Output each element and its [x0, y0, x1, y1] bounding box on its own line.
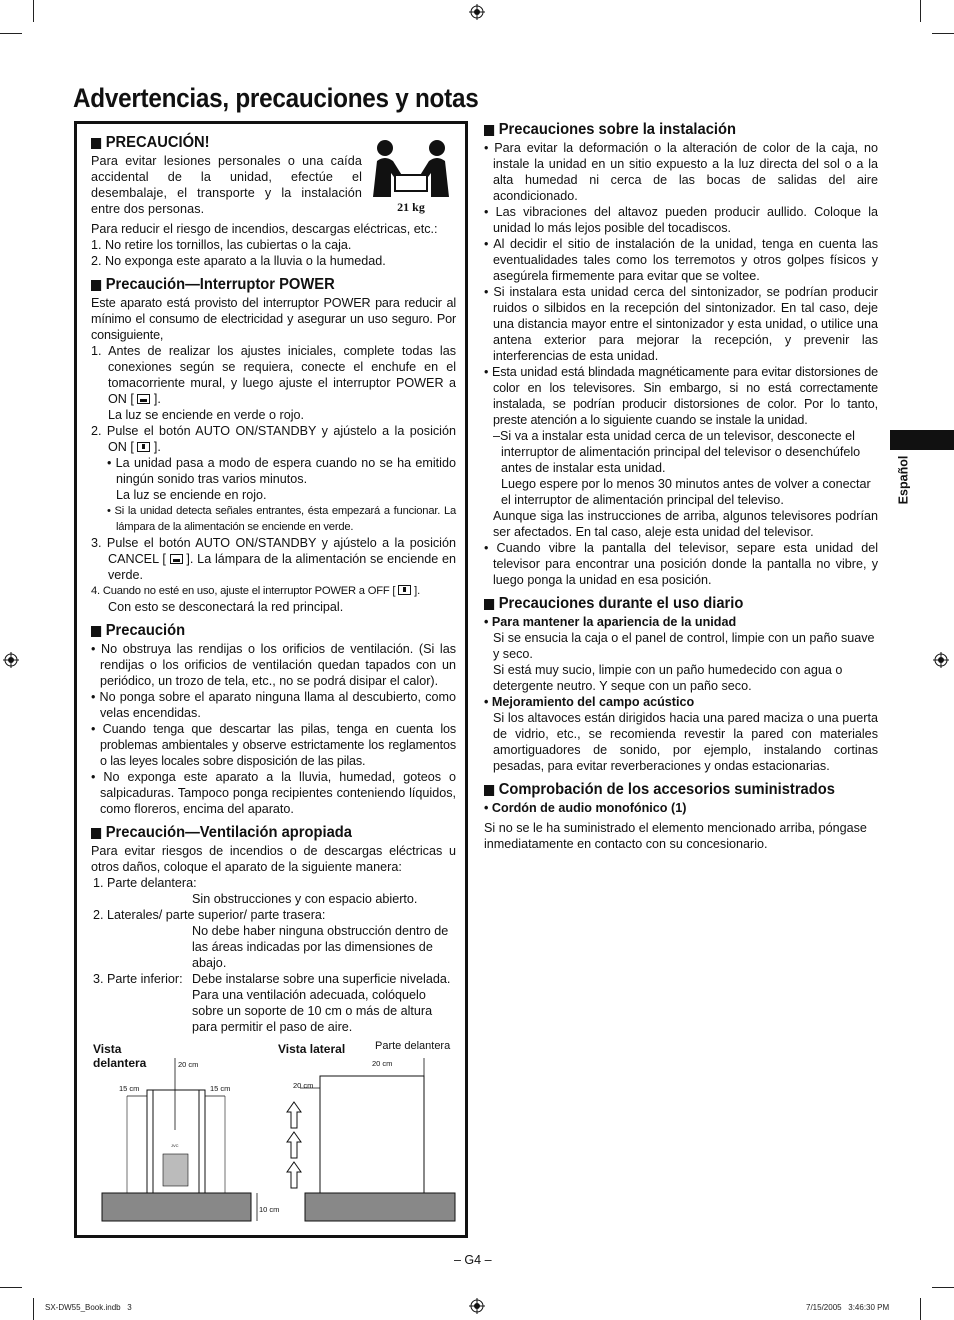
square-bullet-icon	[91, 828, 101, 839]
crop-mark	[920, 1298, 921, 1320]
accesorios-heading: Comprobación de los accesorios suministrados	[484, 780, 846, 800]
square-bullet-icon	[484, 125, 494, 136]
ventilacion-item-text: Debe instalarse sobre una superficie nivelada. Para una ventilación adecuada, colóquelo sobre un soporte de 10 cm o más de altura para permitir el paso de aire.	[192, 972, 451, 1034]
crop-mark	[33, 1298, 34, 1320]
front-view-label: Vista delantera	[93, 1042, 147, 1070]
crop-mark	[33, 0, 34, 22]
registration-mark-icon	[933, 652, 949, 668]
accesorios-note: Si no se le ha suministrado el elemento mencionado arriba, póngase inmediatamente en contacto con su concesionario.	[484, 821, 867, 851]
precaucion-item: • No exponga este aparato a la lluvia, humedad, goteos o salpicaduras. Tampoco ponga recipientes conteniendo líquidos, como floreros, encima del aparato.	[91, 770, 456, 816]
diario-heading: Precauciones durante el uso diario	[484, 594, 846, 614]
power-off-symbol-icon	[398, 585, 411, 595]
fire-item: 1. No retire los tornillos, las cubiertas o la caja.	[91, 238, 352, 252]
measurement-label: 20 cm	[178, 1060, 199, 1069]
crop-mark	[932, 1287, 954, 1288]
fire-item: 2. No exponga este aparato a la lluvia o la humedad.	[91, 254, 386, 268]
crop-mark	[920, 0, 921, 22]
power-intro: Este aparato está provisto del interruptor POWER para reducir al mínimo el consumo de electricidad y asegurar un uso seguro. Por consiguiente,	[91, 296, 456, 342]
standby-on-symbol-icon	[137, 442, 150, 452]
instalacion-item: • Las vibraciones del altavoz pueden producir aullido. Coloque la unidad lo más lejos posible del tocadiscos.	[484, 205, 878, 235]
measurement-label: 20 cm	[372, 1059, 393, 1068]
crop-mark	[0, 33, 22, 34]
ventilacion-heading: Precaución—Ventilación apropiada	[91, 823, 427, 843]
precaucion-box-heading: PRECAUCIÓN!	[91, 133, 427, 153]
registration-mark-icon	[3, 652, 19, 668]
power-heading: Precaución—Interruptor POWER	[91, 275, 427, 295]
instalacion-tv-dash: –Si va a instalar esta unidad cerca de un televisor, desconecte el interruptor de alimentación principal del televisor o desenchúfelo antes de instalar esta unidad.	[493, 429, 861, 475]
diario-text: Si se ensucia la caja o el panel de control, limpie con un paño suave y seco.	[493, 631, 875, 661]
measurement-label: 15 cm	[119, 1084, 140, 1093]
power-step-bullet: • Si la unidad detecta señales entrantes, ésta empezará a funcionar. La lámpara de la alimentación se enciende en verde.	[107, 505, 456, 533]
weight-label: 21 kg	[397, 200, 425, 214]
diario-bullet: • Mejoramiento del campo acústico	[484, 695, 695, 709]
power-on-symbol-icon	[137, 394, 150, 404]
instalacion-tv-wait: Luego espere por lo menos 30 minutos antes de volver a conectar el interruptor de alimentación principal del televiso.	[501, 477, 871, 507]
instalacion-item: • Al decidir el sitio de instalación de la unidad, tenga en cuenta las eventualidades tales como los terremotos y otros golpes físicos y asegúrela firmemente para evitar que se voltee.	[484, 237, 878, 283]
precaucion-heading: Precaución	[91, 621, 427, 641]
cancel-symbol-icon	[170, 554, 183, 564]
instalacion-item: • Para evitar la deformación o la alteración de color de la caja, no instale la unidad en un sitio expuesto a la luz directa del sol o a la alta humedad ni cerca de las bocas de salidas del aire acondicionado.	[484, 141, 878, 203]
footer-date: 7/15/2005 3:46:30 PM	[806, 1303, 890, 1312]
language-label: Español	[896, 455, 911, 505]
power-step: 4. Cuando no esté en uso, ajuste el interruptor POWER a OFF [ ].	[91, 585, 420, 597]
page-title: Advertencias, precauciones y notas	[73, 83, 479, 113]
ventilation-drawing	[91, 1040, 461, 1225]
right-column	[484, 118, 878, 852]
measurement-label: 20 cm	[293, 1081, 314, 1090]
side-view-label: Vista lateral	[278, 1042, 346, 1056]
diario-text: Si está muy sucio, limpie con un paño humedecido con agua o detergente neutro. Y seque con un paño seco.	[493, 663, 843, 693]
square-bullet-icon	[484, 785, 494, 796]
ventilacion-item-label: 3. Parte inferior:	[93, 972, 183, 986]
diario-bullet: • Para mantener la apariencia de la unidad	[484, 615, 737, 629]
accesorios-item: • Cordón de audio monofónico (1)	[484, 801, 687, 815]
measurement-label: 15 cm	[210, 1084, 231, 1093]
ventilation-diagram	[91, 1040, 461, 1225]
crop-mark	[0, 1287, 22, 1288]
power-step: 1. Antes de realizar los ajustes iniciales, complete todas las conexiones según se requiera, conecte el enchufe en el tomacorriente mural, y luego ajuste el interruptor POWER a ON [ ].	[91, 344, 456, 406]
front-side-label: Parte delantera	[375, 1040, 451, 1052]
crop-mark	[932, 33, 954, 34]
ventilacion-item-label: 1. Parte delantera:	[93, 876, 197, 890]
square-bullet-icon	[91, 280, 101, 291]
square-bullet-icon	[484, 599, 494, 610]
language-tab	[890, 430, 954, 450]
measurement-label: 10 cm	[259, 1205, 280, 1214]
left-column	[91, 131, 456, 1035]
power-step: 3. Pulse el botón AUTO ON/STANDBY y ajústelo a la posición CANCEL [ ]. La lámpara de la alimentación se enciende en verde.	[91, 536, 456, 582]
registration-mark-icon	[469, 1298, 485, 1314]
ventilacion-intro: Para evitar riesgos de incendios o de descargas eléctricas u otros daños, coloque el aparato de la siguiente manera:	[91, 844, 456, 874]
instalacion-tv-note: Aunque siga las instrucciones de arriba, algunos televisores podrían ser afectados. En tal caso, aleje esta unidad del televisor.	[493, 509, 878, 539]
square-bullet-icon	[91, 138, 101, 149]
power-step-note: La luz se enciende en rojo.	[116, 488, 267, 502]
precaucion-item: • No ponga sobre el aparato ninguna llama al descubierto, como velas encendidas.	[91, 690, 456, 720]
ventilacion-item-text: No debe haber ninguna obstrucción dentro de las áreas indicadas por las dimensiones de abajo.	[192, 924, 449, 970]
registration-mark-icon	[469, 4, 485, 20]
brand-logo-text: JVC	[171, 1143, 179, 1148]
ventilacion-item-text: Sin obstrucciones y con espacio abierto.	[192, 892, 418, 906]
power-step-note: La luz se enciende en verde o rojo.	[108, 408, 305, 422]
precaucion-box-intro: Para evitar lesiones personales o una caída accidental de la unidad, efectúe el desembalaje, el transporte y la instalación entre dos personas.	[91, 154, 362, 216]
instalacion-item: • Si instalara esta unidad cerca del sintonizador, se podrían producir ruidos o silbidos en la recepción del sintonizador. En tal caso, deje una distancia mayor entre el sintonizador y esta unidad, o utilice una antena exterior para mejorar la recepción, y prevenir las interferencias de esta unidad.	[484, 285, 878, 363]
power-step: 2. Pulse el botón AUTO ON/STANDBY y ajústelo a la posición ON [ ].	[91, 424, 456, 454]
instalacion-item: • Cuando vibre la pantalla del televisor, separe esta unidad del televisor para encontrar una posición donde la pantalla no vibre, y luego ponga la unidad en esa posición.	[484, 541, 878, 587]
fire-intro: Para reducir el riesgo de incendios, descargas eléctricas, etc.:	[91, 222, 438, 236]
instalacion-heading: Precauciones sobre la instalación	[484, 120, 846, 140]
footer-file-name: SX-DW55_Book.indb 3	[45, 1303, 132, 1312]
instalacion-item: • Esta unidad está blindada magnéticamente para evitar distorsiones de color en los televisores. Sin embargo, si no está correctamente instalada, se podrían producir distorsiones de color. Por lo tanto, preste atención a lo siguiente cuando se instale la unidad.	[484, 365, 878, 427]
page-number: – G4 –	[454, 1253, 492, 1267]
precaucion-item: • No obstruya las rendijas o los orificios de ventilación. (Si las rendijas o los orificios de ventilación quedan tapados con un periódico, un trozo de tela, etc., no se podrá disipar el calor).	[91, 642, 456, 688]
square-bullet-icon	[91, 626, 101, 637]
ventilacion-item-label: 2. Laterales/ parte superior/ parte trasera:	[93, 908, 326, 922]
precaucion-item: • Cuando tenga que descartar las pilas, tenga en cuenta los problemas ambientales y observe estrictamente los reglamentos o las leyes locales sobre disposición de las pilas.	[91, 722, 456, 768]
diario-text: Si los altavoces están dirigidos hacia una pared maciza o una puerta de vidrio, etc., se recomienda revestir la pared con materiales amortiguadores de sonido, por ejemplo, instalando cortinas pesadas, para evitar reverberaciones y ondas estacionarias.	[493, 711, 878, 773]
power-step-note: Con esto se desconectará la red principal.	[108, 600, 344, 614]
power-step-bullet: • La unidad pasa a modo de espera cuando no se ha emitido ningún sonido tras varios minutos.	[107, 456, 456, 486]
